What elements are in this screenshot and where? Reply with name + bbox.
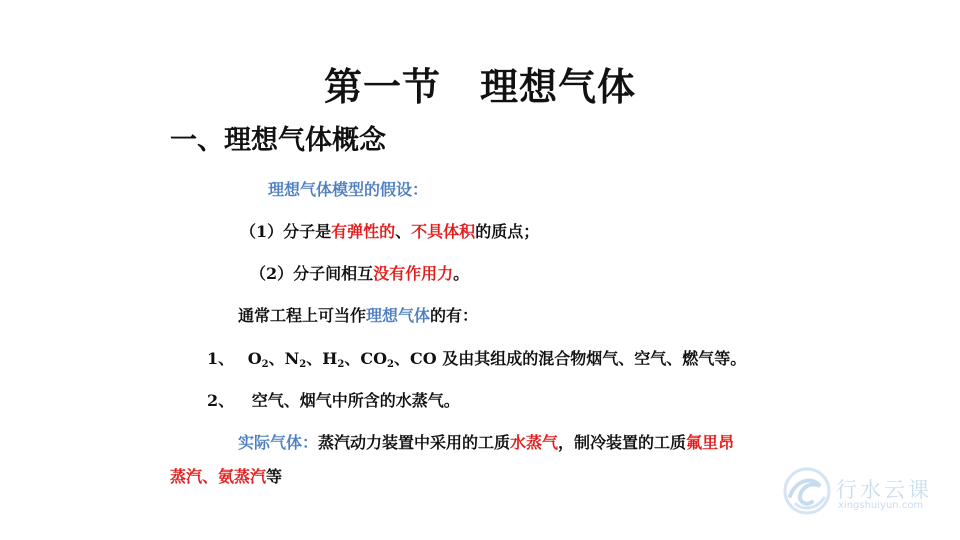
list-item-2: 2、 空气、烟气中所含的水蒸气。 xyxy=(207,391,460,410)
page-title: 第一节 理想气体 xyxy=(323,64,636,109)
wave-swirl-icon xyxy=(780,466,838,516)
assumption-2: （2）分子间相互没有作用力。 xyxy=(250,264,470,283)
model-heading: 理想气体模型的假设： xyxy=(268,180,429,199)
real-gas-line-1: 实际气体：蒸汽动力装置中采用的工质水蒸气，制冷装置的工质氟里昂 xyxy=(238,433,735,452)
list-item-1: 1、 $O_2$、$N_2$、$H_2$、$CO_2$、CO 及由其组成的混合物烟气、空气、燃气等。 xyxy=(207,349,747,370)
assumption-1: （1）分子是有弹性的、不具体积的质点； xyxy=(240,222,540,241)
usual-ideal-gas-line: 通常工程上可当作理想气体的有： xyxy=(238,306,479,325)
real-gas-line-2: 蒸汽、氨蒸汽等 xyxy=(170,467,283,486)
logo-url: xingshuiyun.com xyxy=(838,500,924,511)
section-heading: 一、理想气体概念 xyxy=(170,125,386,156)
logo-name: 行水云课 xyxy=(836,478,932,502)
